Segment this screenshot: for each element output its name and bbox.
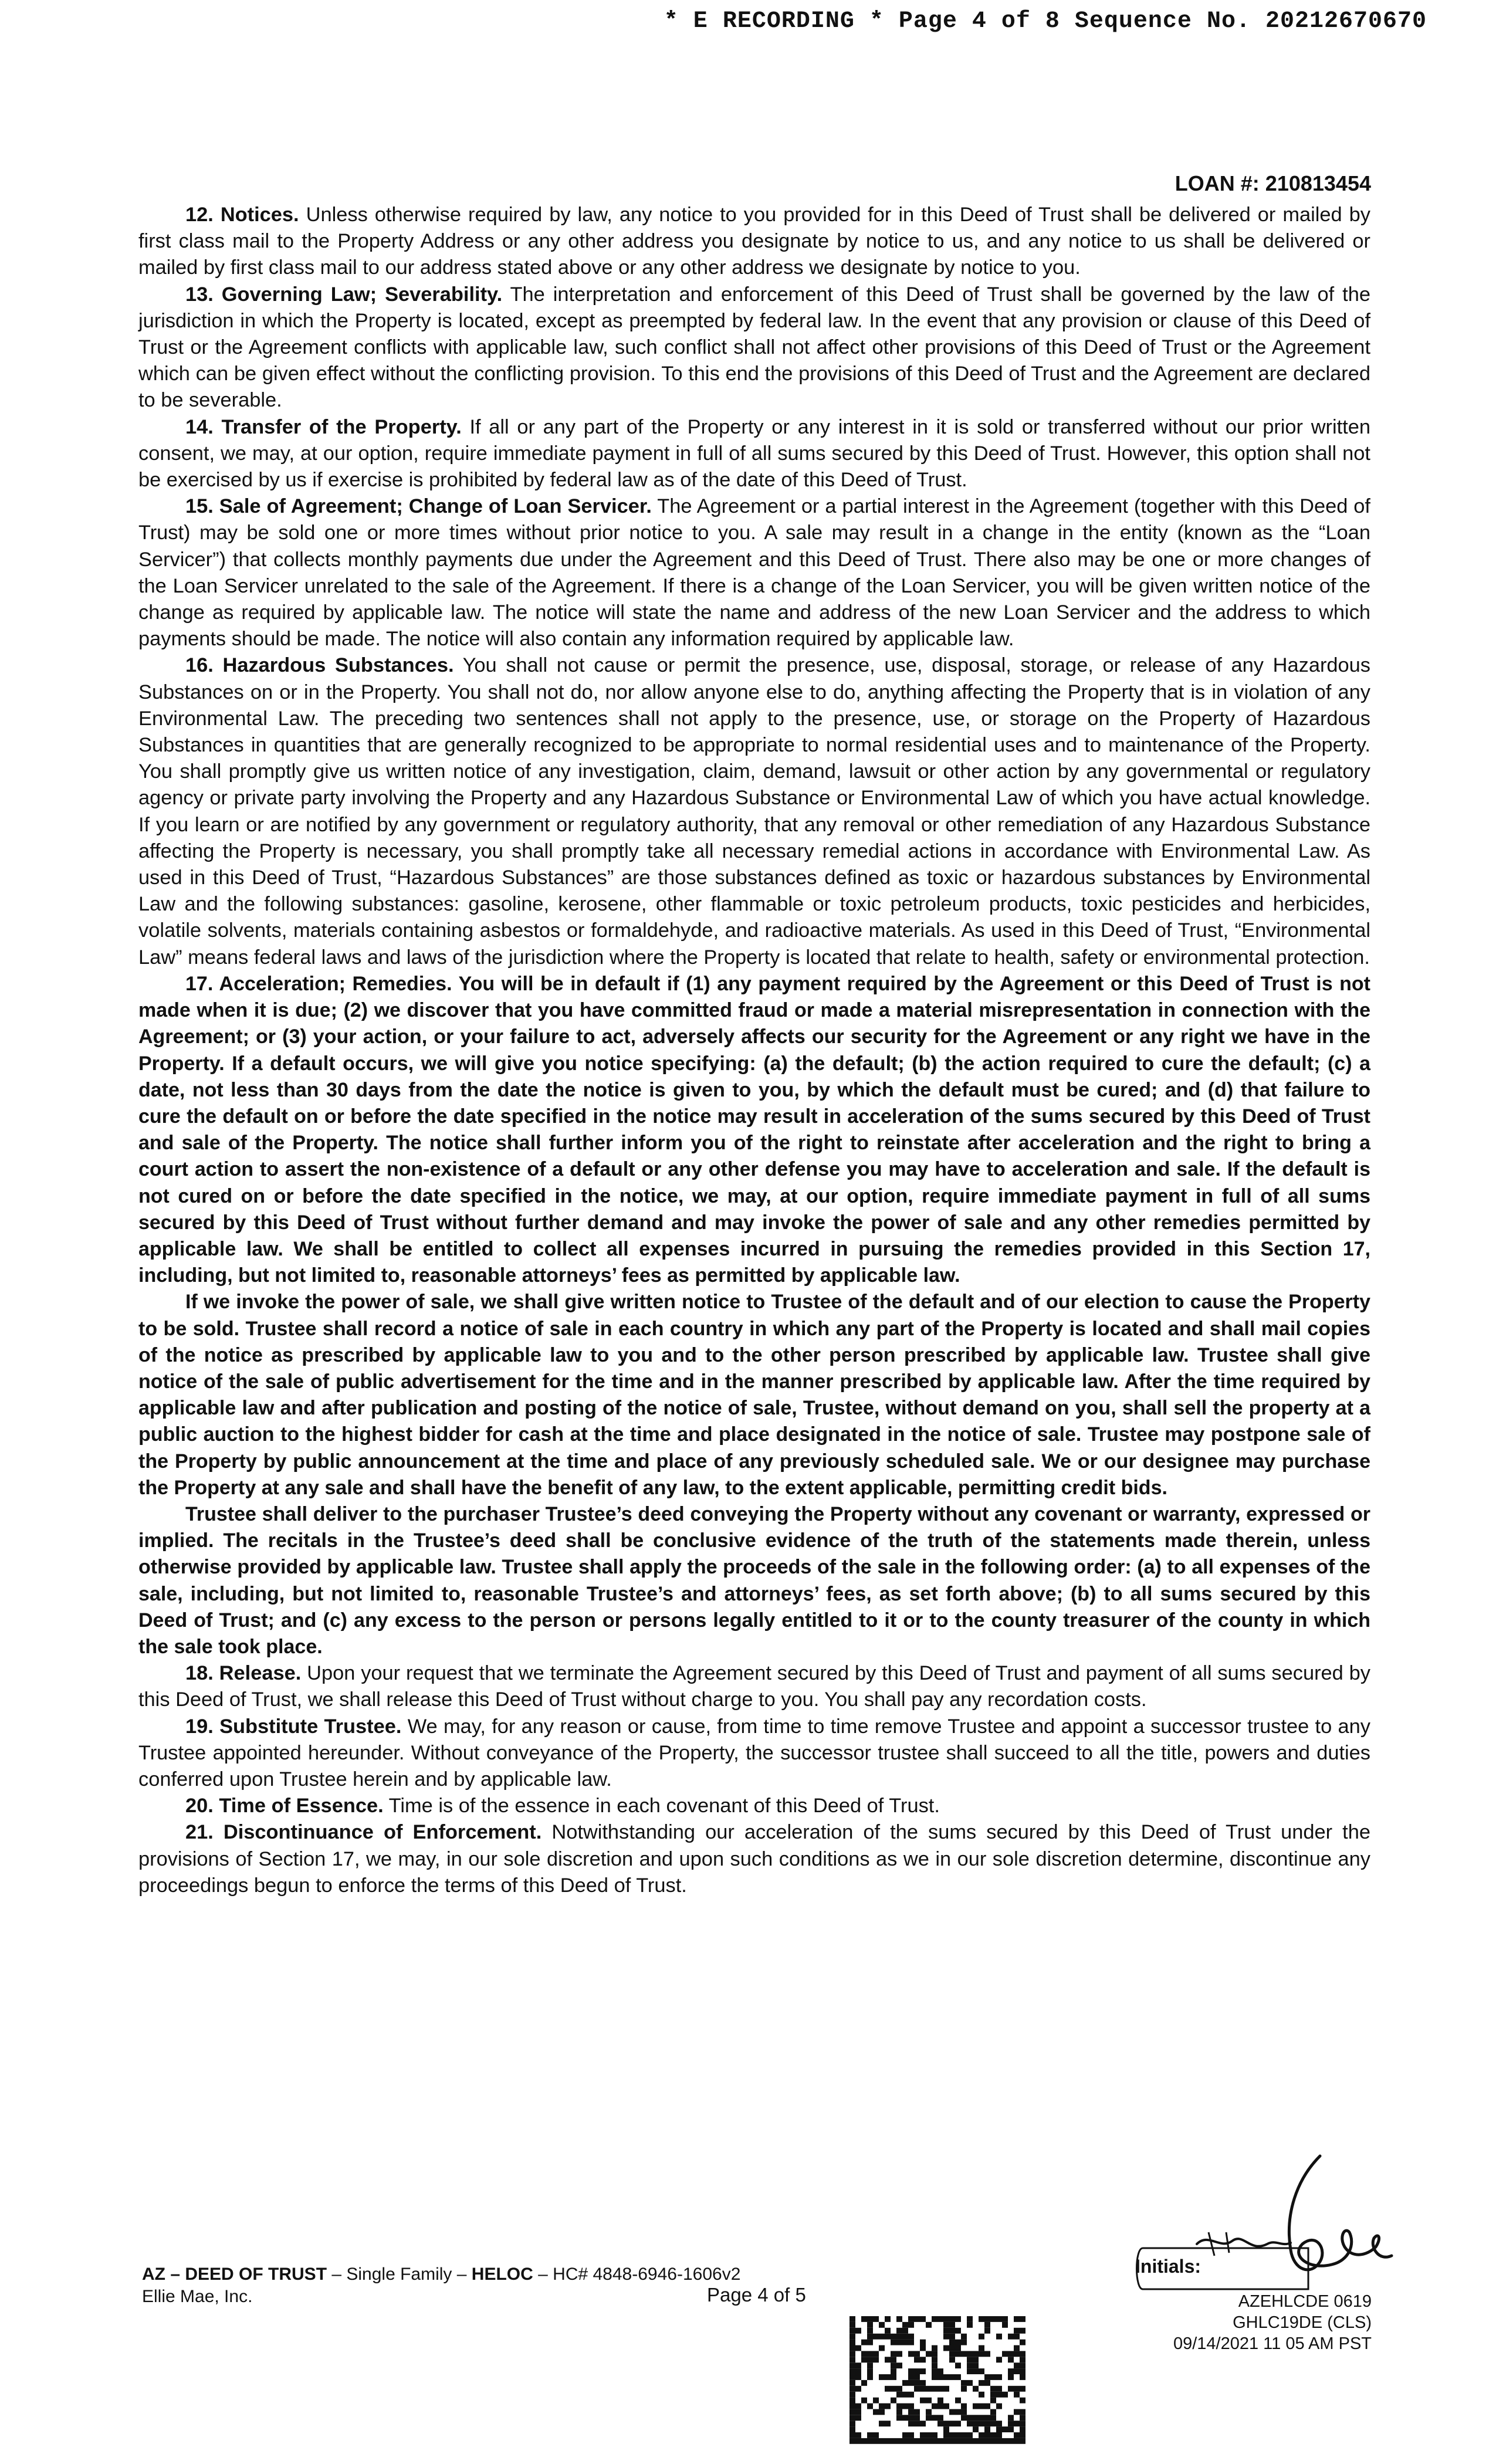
section-text: If all or any part of the Property or any interest in it is sold or transferred without our prior written consent, we may, at our option, require immediate payment in full of all sums secured by this Deed of Trust. However, this option shall not be exercised by us if exercise is prohibited by federal law as of the date of this Deed of Trust. (138, 415, 1370, 492)
section-heading: 19. Substitute Trustee. (185, 1715, 402, 1738)
section-16 (138, 652, 1370, 970)
form-code-2: GHLC19DE (CLS) (1233, 2313, 1372, 2332)
section-14 (138, 414, 1370, 494)
section-heading: 12. Notices. (185, 204, 299, 226)
section-text: Upon your request that we terminate the Agreement secured by this Deed of Trust and payment of all sums secured by this Deed of Trust, we shall release this Deed of Trust without charge to you. You shall pay any recordation costs. (138, 1662, 1370, 1711)
section-heading: 13. Governing Law; Severability. (185, 283, 503, 306)
section-text: You will be in default if (1) any payment required by the Agreement or this Deed of Trust is not made when it is due; (2) we discover that you have committed fraud or made a material misrepresentation in connection with the Agreement; or (3) your action, or your failure to act, adversely affects our security for the Agreement or any right we have in the Property. If a default occurs, we will give you notice specifying: (a) the default; (b) the action required to cure the default; (c) a date, not less than 30 days from the date the notice is given to you, by which the default must be cured; and (d) that failure to cure the default on or before the date specified in the notice may result in acceleration of the sums secured by this Deed of Trust and sale of the Property. The notice shall further inform you of the right to reinstate after acceleration and the right to bring a court action to assert the non-existence of a default or any other defense you may have to acceleration and sale. If the default is not cured on or before the date specified in the notice, we may, at our option, require immediate payment in full of all sums secured by this Deed of Trust without further demand and may invoke the power of sale and any other remedies permitted by applicable law. We shall be entitled to collect all expenses incurred in pursuing the remedies provided in this Section 17, including, but not limited to, reasonable attorneys’ fees as permitted by applicable law. (138, 972, 1370, 1287)
recording-header: * E RECORDING * Page 4 of 8 Sequence No. 20212670670 (664, 8, 1427, 35)
form-number: – HC# 4848-6946-1606v2 (533, 2265, 741, 2284)
section-text: The Agreement or a partial interest in the Agreement (together with this Deed of Trust) may be sold one or more times without prior notice to you. A sale may result in a change in the entity (known as the “Loan Servicer”) that collects monthly payments due under the Agreement and this Deed of Trust. There also may be one or more changes of the Loan Servicer unrelated to the sale of the Agreement. If there is a change of the Loan Servicer, you will be given written notice of the change as required by applicable law. The notice will state the name and address of the new Loan Servicer and the address to which payments should be made. The notice will also contain any information required by applicable law. (138, 495, 1370, 651)
loan-number: LOAN #: 210813454 (1175, 171, 1371, 195)
section-20 (138, 1793, 1370, 1819)
section-21 (138, 1819, 1370, 1899)
section-heading: 16. Hazardous Substances. (185, 654, 454, 677)
form-type: – Single Family – (327, 2265, 472, 2284)
section-text: The interpretation and enforcement of this Deed of Trust shall be governed by the law of the jurisdiction in which the Property is located, except as preempted by federal law. In the event that any provision or clause of this Deed of Trust or the Agreement conflicts with applicable law, such conflict shall not affect other provisions of this Deed of Trust or the Agreement which can be given effect without the conflicting provision. To this end the provisions of this Deed of Trust and the Agreement are declared to be severable. (138, 283, 1370, 412)
section-17-power-of-sale (138, 1289, 1370, 1501)
section-text: If we invoke the power of sale, we shall give written notice to Trustee of the default and of our election to cause the Property to be sold. Trustee shall record a notice of sale in each country in which any part of the Property is located and shall mail copies of the notice as prescribed by applicable law to you and to the other person prescribed by applicable law. Trustee shall give notice of the sale of public advertisement for the time and in the manner prescribed by applicable law. After the time required by applicable law and after publication and posting of the notice of sale, Trustee, without demand on you, shall sell the property at a public auction to the highest bidder for cash at the time and place designated in the notice of sale. Trustee may postpone sale of the Property by public announcement at the time and place of any previously scheduled sale. We or our designee may purchase the Property at any sale and shall have the benefit of any law, to the extent applicable, permitting credit bids. (138, 1291, 1370, 1499)
form-footer (142, 2263, 740, 2308)
company-name: Ellie Mae, Inc. (142, 2287, 253, 2306)
section-text: Unless otherwise required by law, any notice to you provided for in this Deed of Trust shall be delivered or mailed by first class mail to the Property Address or any other address you designate by notice to us, and any notice to us shall be delivered or mailed by first class mail to our address stated above or any other address we designate by notice to you. (138, 204, 1370, 279)
section-heading: 14. Transfer of the Property. (185, 415, 462, 438)
form-codes (1173, 2291, 1372, 2354)
form-identifier (142, 2263, 740, 2286)
form-code-1: AZEHLCDE 0619 (1238, 2292, 1372, 2311)
section-heading: 17. Acceleration; Remedies. (185, 972, 452, 995)
section-text: Trustee shall deliver to the purchaser Trustee’s deed conveying the Property without any covenant or warranty, expressed or implied. The recitals in the Trustee’s deed shall be conclusive evidence of the truth of the statements made therein, unless otherwise provided by applicable law. Trustee shall apply the proceeds of the sale in the following order: (a) to all expenses of the sale, including, but not limited to, reasonable Trustee’s and attorneys’ fees, as set forth above; (b) to all sums secured by this Deed of Trust; and (c) any excess to the person or persons legally entitled to it or to the county treasurer of the county in which the sale took place. (138, 1502, 1370, 1658)
deed-body (138, 202, 1370, 1899)
section-text: Time is of the essence in each covenant of this Deed of Trust. (383, 1795, 940, 1817)
section-heading: 18. Release. (185, 1662, 302, 1685)
form-timestamp: 09/14/2021 11 05 AM PST (1173, 2334, 1372, 2353)
section-text: We may, for any reason or cause, from time to time remove Trustee and appoint a successor trustee to any Trustee appointed hereunder. Without conveyance of the Property, the successor trustee shall succeed to all the title, powers and duties conferred upon Trustee herein and by applicable law. (138, 1715, 1370, 1791)
section-15 (138, 493, 1370, 652)
section-text: You shall not cause or permit the presence, use, disposal, storage, or release of any Hazardous Substances on or in the Property. You shall not do, nor allow anyone else to do, anything affecting the Property that is in violation of any Environmental Law. The preceding two sentences shall not apply to the presence, use, or storage on the Property of Hazardous Substances in quantities that are generally recognized to be appropriate to normal residential uses and to maintenance of the Property. You shall promptly give us written notice of any investigation, claim, demand, lawsuit or other action by any governmental or regulatory agency or private party involving the Property and any Hazardous Substance or Environmental Law of which you have actual knowledge. If you learn or are notified by any government or regulatory authority, that any removal or other remediation of any Hazardous Substance affecting the Property is necessary, you shall promptly take all necessary remedial actions in accordance with Environmental Law. As used in this Deed of Trust, “Hazardous Substances” are those substances defined as toxic or hazardous substances by Environmental Law and the following substances: gasoline, kerosene, other flammable or toxic petroleum products, toxic pesticides and herbicides, volatile solvents, materials containing asbestos or formaldehyde, and radioactive materials. As used in this Deed of Trust, “Environmental Law” means federal laws and laws of the jurisdiction where the Property is located that relate to health, safety or environmental protection. (138, 654, 1370, 969)
section-12 (138, 202, 1370, 282)
section-19 (138, 1714, 1370, 1793)
section-13 (138, 282, 1370, 414)
barcode-icon (849, 2316, 1025, 2444)
form-name: AZ – DEED OF TRUST (142, 2265, 327, 2284)
section-17-trustee-deed (138, 1501, 1370, 1660)
section-heading: 15. Sale of Agreement; Change of Loan Servicer. (185, 495, 652, 518)
form-heloc: HELOC (471, 2265, 533, 2284)
initials-label: Initials: (1135, 2256, 1201, 2277)
section-17 (138, 971, 1370, 1289)
section-text: Notwithstanding our acceleration of the sums secured by this Deed of Trust under the provisions of Section 17, we may, in our sole discretion and upon such conditions as we in our sole discretion determine, discontinue any proceedings begun to enforce the terms of this Deed of Trust. (138, 1821, 1370, 1897)
section-heading: 21. Discontinuance of Enforcement. (185, 1821, 542, 1844)
section-18 (138, 1660, 1370, 1713)
section-heading: 20. Time of Essence. (185, 1795, 384, 1817)
page-number: Page 4 of 5 (707, 2284, 806, 2306)
